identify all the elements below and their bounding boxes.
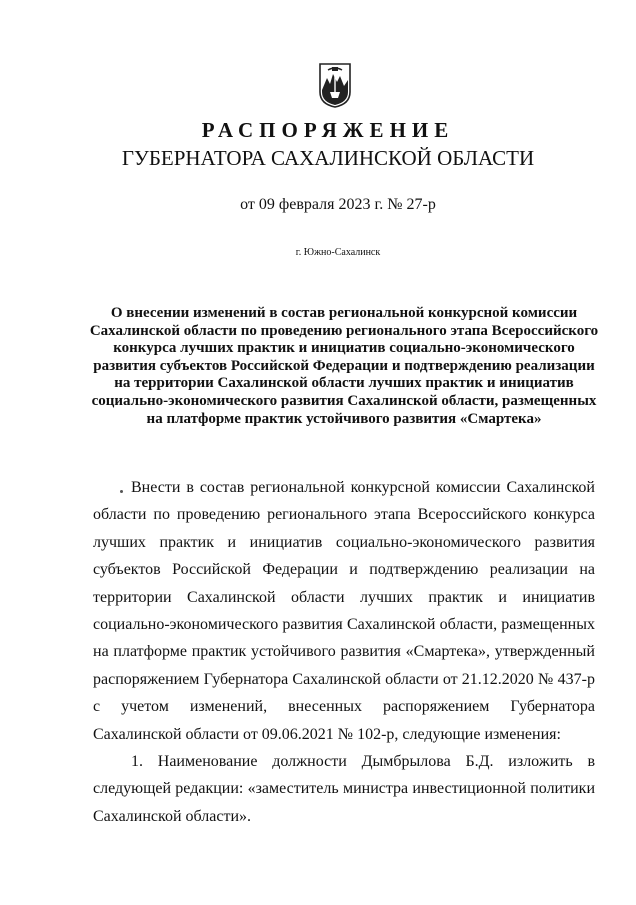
body-paragraph-intro: Внести в состав региональной конкурсной комиссии Сахалинской области по проведению регионального этапа Всероссийского конкурса лучших практик и инициатив социально-экономического развития субъектов Российской Федерации и подтверждению реализации на территории Сахалинской области лучших практик и инициатив социально-экономического развития Сахалинской области, размещенных на платформе практик устойчивого развития «Смартека», утвержденный распоряжением Губернатора Сахалинской области от 21.12.2020 № 437-р с учетом изменений, внесенных распоряжением Губернатора Сахалинской области от 09.06.2021 № 102-р, следующие изменения: [93, 479, 595, 743]
document-body [93, 474, 595, 830]
city-label: г. Южно-Сахалинск [295, 247, 381, 258]
document-heading: О внесении изменений в состав региональной конкурсной комиссии Сахалинской области по проведению регионального этапа Всероссийского конкурса лучших практик и инициатив социально-экономического развития субъектов Российской Федерации и подтверждению реализации на территории Сахалинской области лучших практик и инициатив социально-экономического развития Сахалинской области, размещенных на платформе практик устойчивого развития «Смартека» [89, 305, 599, 427]
document-type-title: РАСПОРЯЖЕНИЕ [201, 118, 455, 142]
issuer-title: ГУБЕРНАТОРА САХАЛИНСКОЙ ОБЛАСТИ [121, 146, 535, 170]
date-number: от 09 февраля 2023 г. № 27-р [240, 196, 436, 213]
sakhalin-coat-of-arms-icon [318, 62, 352, 108]
body-paragraph-item-1: 1. Наименование должности Дымбрылова Б.Д. изложить в следующей редакции: «заместитель министра инвестиционной политики Сахалинской области». [93, 753, 595, 825]
